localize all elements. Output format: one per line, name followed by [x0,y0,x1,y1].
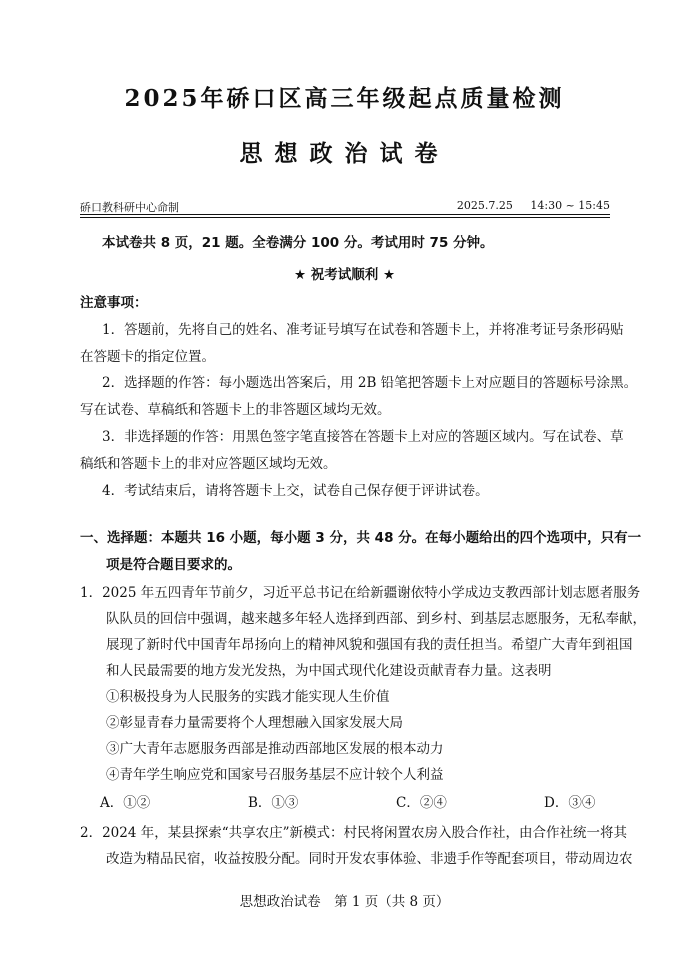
exam-title: 2025年硚口区高三年级起点质量检测 [124,85,565,112]
notice-title: 注意事项： [80,295,148,311]
exam-subtitle: 思想政治试卷 [239,140,450,167]
q1-line-3: 展现了新时代中国青年昂扬向上的精神风貌和强国有我的责任担当。希望广大青年到祖国 [106,637,633,653]
notice-2-line-1: 2．选择题的作答：每小题选出答案后，用 2B 铅笔把答题卡上对应题目的答题标号涂黑。 [102,375,638,391]
q1-line-1: 1．2025 年五四青年节前夕，习近平总书记在给新疆谢依特小学成边支教西部计划志愿者服务 [80,585,641,601]
notice-3-line-2: 稿纸和答题卡上的非对应答题区域均无效。 [80,456,337,472]
header-bar [80,199,610,215]
q2-line-2: 改造为精品民宿，收益按股分配。同时开发农事体验、非遗手作等配套项目，带动周边农 [106,851,633,867]
q1-statement-4: ④青年学生响应党和国家号召服务基层不应计较个人利益 [106,767,444,783]
section-heading: 一、选择题：本题共 16 小题，每小题 3 分，共 48 分。在每小题给出的四个选项中，只有一 [80,530,642,546]
intro-text: 本试卷共 8 页，21 题。全卷满分 100 分。考试用时 75 分钟。 [102,235,494,251]
exam-date: 2025.7.25 [456,199,513,212]
q1-line-4: 和人民最需要的地方发光发热，为中国式现代化建设贡献青春力量。这表明 [106,663,552,679]
notice-3-line-1: 3．非选择题的作答：用黑色签字笔直接答在答题卡上对应的答题区域内。写在试卷、草 [102,429,624,445]
header-rule-thin [80,217,610,218]
header-rule [80,214,610,215]
q1-line-2: 队队员的回信中强调，越来越多年轻人选择到西部、到乡村、到基层志愿服务，无私奉献， [106,611,646,627]
wish-text: ★ 祝考试顺利 ★ [293,267,396,283]
exam-datetime [457,199,610,215]
page-footer: 思想政治试卷 第 1 页（共 8 页） [239,894,450,910]
q2-line-1: 2．2024 年，某县探索“共享农庄”新模式：村民将闲置农房入股合作社，由合作社统一将其 [80,825,628,841]
section-heading-cont: 项是符合题目要求的。 [106,557,241,573]
q1-option-b: B．①③ [248,795,299,811]
notice-1-line-2: 在答题卡的指定位置。 [80,349,215,365]
notice-4: 4．考试结束后，请将答题卡上交，试卷自己保存便于评讲试卷。 [102,483,489,499]
q1-statement-2: ②彰显青春力量需要将个人理想融入国家发展大局 [106,715,403,731]
issuer: 硚口教科研中心命制 [80,201,179,214]
notice-2-line-2: 写在试卷、草稿纸和答题卡上的非答题区域均无效。 [80,402,391,418]
exam-time: 14:30 ~ 15:45 [530,199,610,212]
q1-option-c: C．②④ [396,795,447,811]
notice-1-line-1: 1．答题前，先将自己的姓名、准考证号填写在试卷和答题卡上，并将准考证号条形码贴 [102,322,624,338]
q1-statement-1: ①积极投身为人民服务的实践才能实现人生价值 [106,689,390,705]
q1-options [100,791,689,811]
q1-option-a: A．①② [100,795,151,811]
q1-option-d: D．③④ [544,795,596,811]
q1-statement-3: ③广大青年志愿服务西部是推动西部地区发展的根本动力 [106,741,444,757]
